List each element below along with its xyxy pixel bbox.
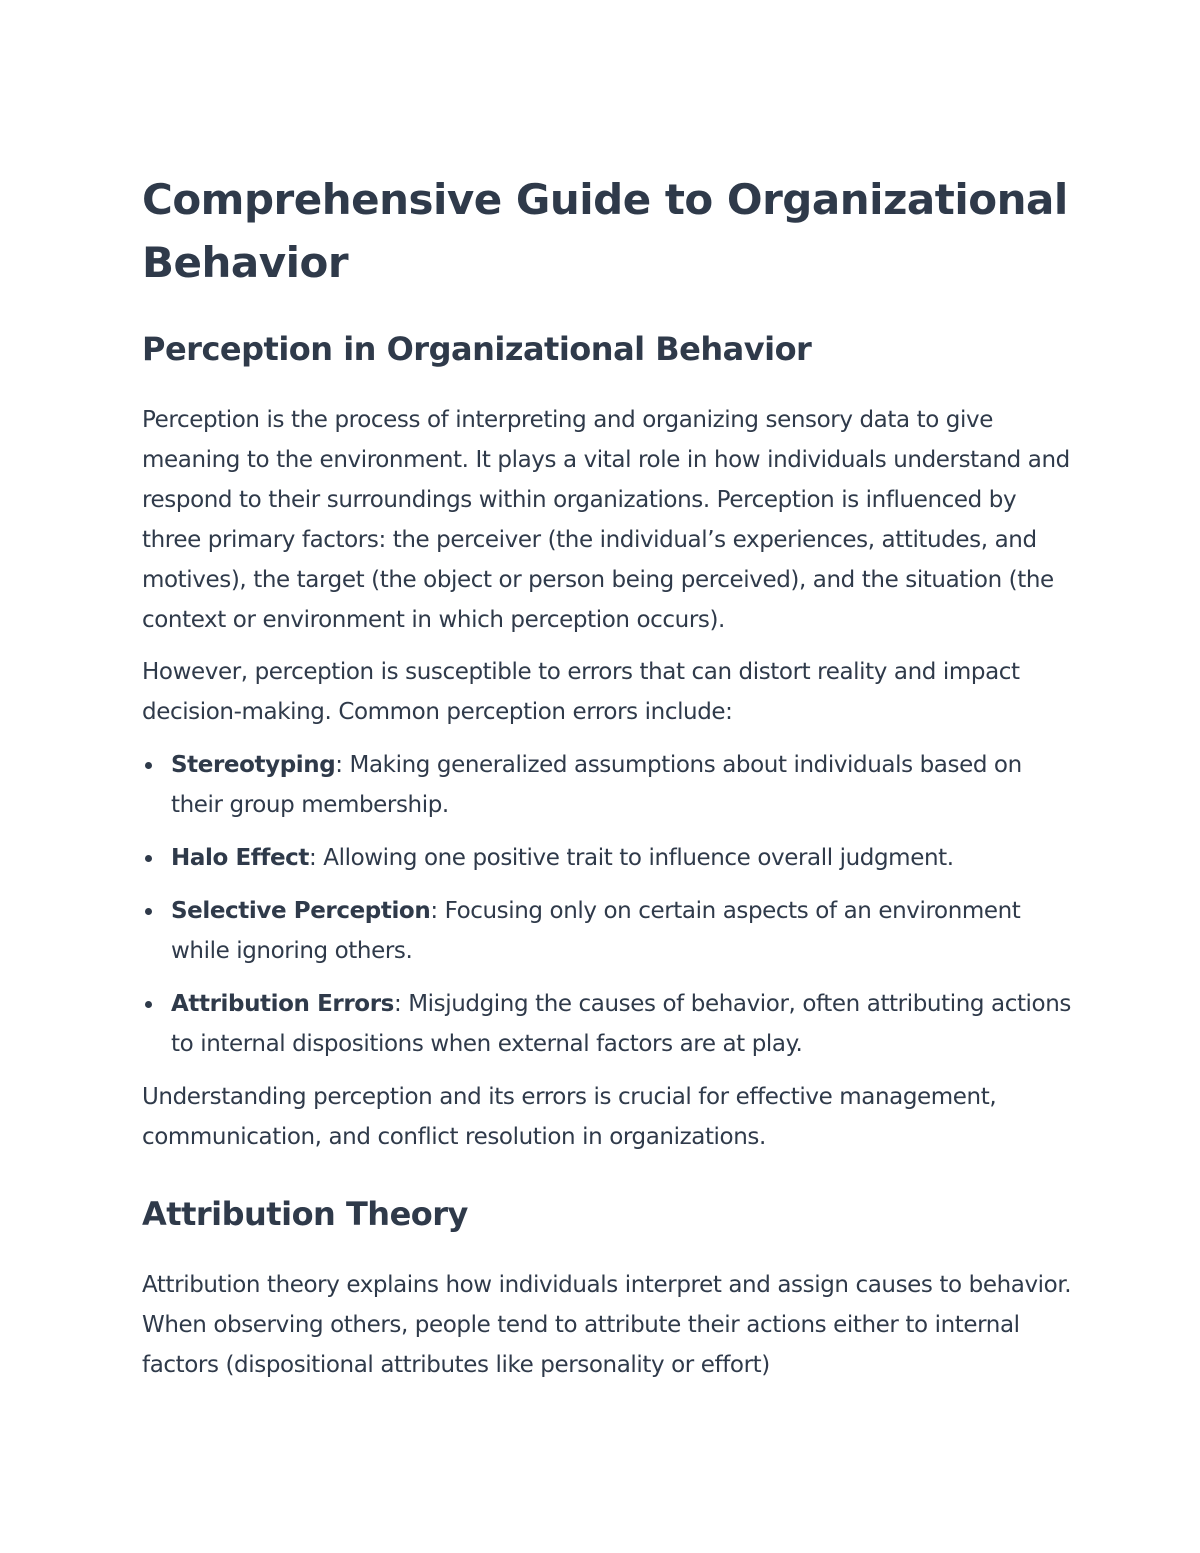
list-item-text: : Allowing one positive trait to influence overall judgment. [309, 845, 954, 871]
list-item [142, 838, 1072, 878]
bullet-icon [145, 855, 152, 862]
bullet-icon [145, 1001, 152, 1008]
section-heading-perception: Perception in Organizational Behavior [142, 330, 812, 368]
bullet-icon [145, 908, 152, 915]
list-item-term: Attribution Errors [171, 991, 394, 1017]
list-item-term: Selective Perception [171, 898, 431, 924]
paragraph-perception-definition: Perception is the process of interpreting and organizing sensory data to give meaning to the environment. It plays a vital role in how individuals understand and respond to their surroundings within organizations. Perception is influenced by three primary factors: the perceiver (the individual’s experiences, attitudes, and motives), the target (the object or person being perceived), and the situation (the context or environment in which perception occurs). [142, 407, 1070, 633]
perception-errors-list [142, 745, 1072, 1064]
list-item [142, 891, 1072, 971]
list-item-text: : Making generalized assumptions about individuals based on their group membership. [171, 752, 1022, 818]
bullet-icon [145, 762, 152, 769]
document-page [142, 168, 1072, 1385]
list-item-term: Halo Effect [171, 845, 310, 871]
list-item-text: : Focusing only on certain aspects of an environment while ignoring others. [171, 898, 1021, 964]
section-heading-attribution: Attribution Theory [142, 1195, 468, 1233]
list-item-text: : Misjudging the causes of behavior, often attributing actions to internal dispositions when external factors are at play. [171, 991, 1071, 1057]
list-item [142, 745, 1072, 825]
list-item [142, 984, 1072, 1064]
document-title: Comprehensive Guide to Organizational Behavior [142, 175, 1068, 287]
paragraph-attribution-definition: Attribution theory explains how individuals interpret and assign causes to behavior. When observing others, people tend to attribute their actions either to internal factors (dispositional attributes like personality or effort) [142, 1272, 1072, 1378]
list-item-term: Stereotyping [171, 752, 336, 778]
paragraph-perception-closing: Understanding perception and its errors is crucial for effective management, communication, and conflict resolution in organizations. [142, 1084, 997, 1150]
paragraph-perception-errors-intro: However, perception is susceptible to errors that can distort reality and impact decision-making. Common perception errors include: [142, 659, 1020, 725]
